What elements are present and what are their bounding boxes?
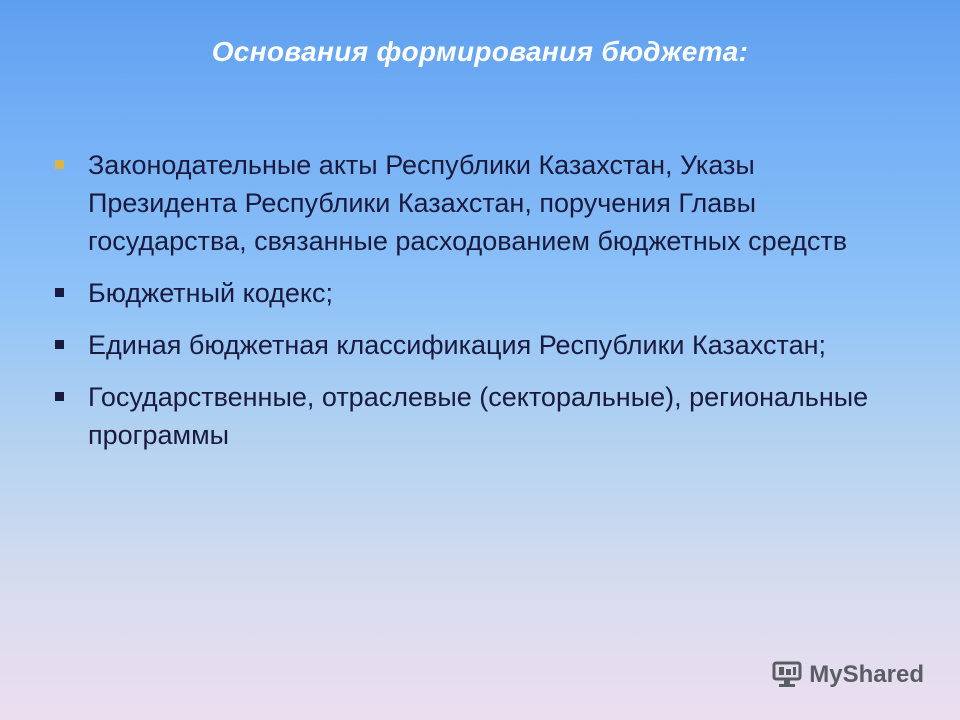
bullet-list	[54, 146, 904, 468]
bullet-square-icon	[55, 340, 64, 349]
bullet-item-budget-classification	[54, 326, 904, 364]
bullet-text: Государственные, отраслевые (секторальные), региональные программы	[88, 382, 869, 450]
bullet-item-budget-code	[54, 274, 904, 312]
slide-title: Основания формирования бюджета:	[211, 36, 749, 67]
bullet-square-icon	[55, 392, 64, 401]
bullet-item-programs	[54, 378, 904, 454]
bullet-square-icon	[55, 160, 64, 169]
bullet-square-icon	[55, 288, 64, 297]
myshared-watermark[interactable]	[771, 660, 924, 690]
mysshared-logo-icon	[771, 660, 803, 690]
watermark-text: MyShared	[809, 661, 924, 688]
bullet-text: Бюджетный кодекс;	[88, 278, 334, 308]
bullet-text: Единая бюджетная классификация Республики Казахстан;	[88, 330, 826, 360]
bullet-text: Законодательные акты Республики Казахстан, Указы Президента Республики Казахстан, поручения Главы государства, связанные расходованием бюджетных средств	[88, 150, 848, 256]
bullet-item-legislative-acts	[54, 146, 904, 260]
